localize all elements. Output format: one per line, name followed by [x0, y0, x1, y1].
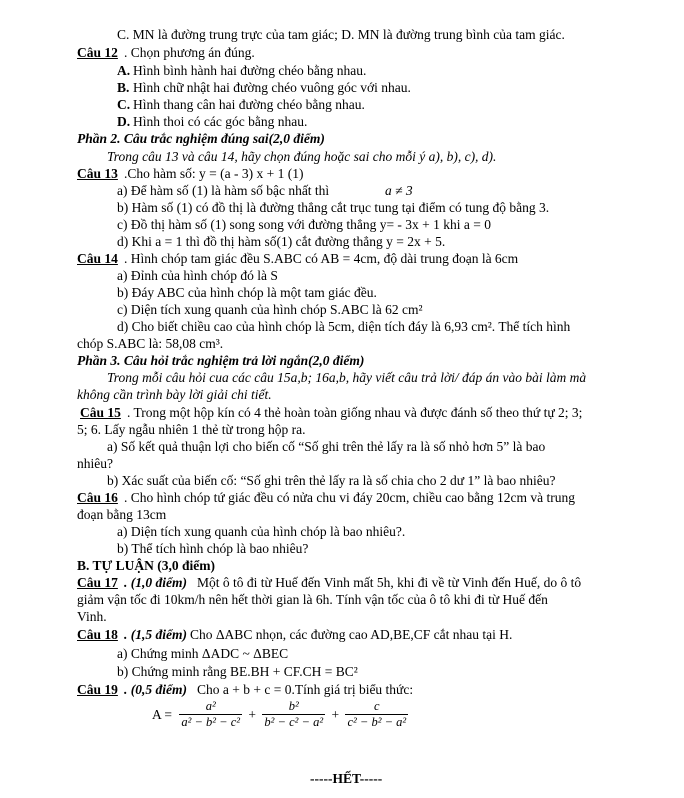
text-line: a ≠ 3 — [385, 183, 413, 198]
text-line: chóp S.ABC là: 58,08 cm³. — [77, 336, 224, 351]
text-line: . (1,5 điểm) — [124, 627, 187, 642]
text-line: b) Thể tích hình chóp là bao nhiêu? — [117, 541, 309, 556]
text-line: Phần 2. Câu trắc nghiệm đúng sai(2,0 điểm) — [77, 131, 325, 146]
text-line: C. MN là đường trung trực của tam giác; D. MN là đường trung bình của tam giác. — [117, 27, 565, 42]
text-line: Một ô tô đi từ Huế đến Vinh mất 5h, khi đi về từ Vinh đến Huế, do ô tô — [197, 575, 582, 590]
text-line: a) Chứng minh ΔADC ~ ΔBEC — [117, 646, 289, 661]
fraction-1-denominator: a² − b² − c² — [181, 715, 241, 729]
fraction-2-numerator: b² — [262, 699, 325, 715]
text-line: . Trong một hộp kín có 4 thẻ hoàn toàn giống nhau và được đánh số theo thứ tự 2; 3; — [127, 405, 583, 420]
text-line: Câu 15 — [80, 405, 121, 420]
text-line: B. TỰ LUẬN (3,0 điểm) — [77, 558, 215, 573]
text-line: a) Diện tích xung quanh của hình chóp là bao nhiêu?. — [117, 524, 406, 539]
text-line: không cần trình bày lời giải chi tiết. — [77, 387, 272, 402]
text-line: D. — [117, 114, 131, 129]
text-line: Phần 3. Câu hỏi trắc nghiệm trả lời ngắn(2,0 điểm) — [77, 353, 365, 368]
text-line: 5; 6. Lấy ngẫu nhiên 1 thẻ từ trong hộp ra. — [77, 422, 306, 437]
text-line: Cho ΔABC nhọn, các đường cao AD,BE,CF cắt nhau tại H. — [190, 627, 513, 642]
text-line: Câu 16 — [77, 490, 118, 505]
text-line: Trong mỗi câu hỏi cua các câu 15a,b; 16a,b, hãy viết câu trả lời/ đáp án vào bài làm mà — [107, 370, 587, 385]
text-line: đoạn bằng 13cm — [77, 507, 167, 522]
fraction-2-denominator: b² − c² − a² — [264, 715, 324, 729]
text-line: Hình thang cân hai đường chéo bằng nhau. — [133, 97, 365, 112]
fraction-1 — [179, 699, 242, 730]
fraction-3-denominator: c² − b² − a² — [347, 715, 407, 729]
fraction-3-numerator: c — [345, 699, 408, 715]
text-line: Câu 14 — [77, 251, 118, 266]
plus-sign: + — [248, 706, 257, 722]
text-line: b) Chứng minh rằng BE.BH + CF.CH = BC² — [117, 664, 358, 679]
text-line: d) Cho biết chiều cao của hình chóp là 5cm, diện tích đáy là 6,93 cm². Thể tích hình — [117, 319, 571, 334]
text-line: Cho a + b + c = 0.Tính giá trị biểu thức: — [197, 682, 414, 697]
text-line: C. — [117, 97, 131, 112]
text-line: .Cho hàm số: y = (a - 3) x + 1 (1) — [124, 166, 304, 181]
text-line: Câu 12 — [77, 45, 118, 60]
text-line: Câu 13 — [77, 166, 118, 181]
text-line: A. — [117, 63, 131, 78]
text-line: nhiêu? — [77, 456, 113, 471]
text-line: c) Đồ thị hàm số (1) song song với đường thẳng y= - 3x + 1 khi a = 0 — [117, 217, 492, 232]
fraction-1-numerator: a² — [179, 699, 242, 715]
text-line: Hình thoi có các góc bằng nhau. — [133, 114, 308, 129]
text-line: b) Đáy ABC của hình chóp là một tam giác đều. — [117, 285, 377, 300]
text-line: b) Hàm số (1) có đồ thị là đường thẳng cắt trục tung tại điểm có tung độ bằng 3. — [117, 200, 550, 215]
text-line: Câu 18 — [77, 627, 118, 642]
text-line: . (0,5 điểm) — [124, 682, 187, 697]
text-line: d) Khi a = 1 thì đồ thị hàm số(1) cắt đường thẳng y = 2x + 5. — [117, 234, 446, 249]
text-line: Hình chữ nhật hai đường chéo vuông góc với nhau. — [133, 80, 411, 95]
text-line: Hình bình hành hai đường chéo bằng nhau. — [133, 63, 367, 78]
fraction-2 — [262, 699, 325, 730]
text-line: c) Diện tích xung quanh của hình chóp S.ABC là 62 cm² — [117, 302, 423, 317]
text-line: . Hình chóp tam giác đều S.ABC có AB = 4cm, độ dài trung đoạn là 6cm — [124, 251, 519, 266]
text-line: b) Xác suất của biến cố: “Số ghi trên thẻ lấy ra là số chia cho 2 dư 1” là bao nhiêu? — [107, 473, 556, 488]
text-line: Câu 19 — [77, 682, 118, 697]
fraction-3 — [345, 699, 408, 730]
text-line: -----HẾT----- — [310, 771, 383, 786]
formula-A — [152, 699, 409, 730]
text-line: . (1,0 điểm) — [124, 575, 187, 590]
text-line: Trong câu 13 và câu 14, hãy chọn đúng hoặc sai cho mỗi ý a), b), c), d). — [107, 149, 497, 164]
text-line: Câu 17 — [77, 575, 118, 590]
text-line: B. — [117, 80, 130, 95]
text-line: a) Số kết quả thuận lợi cho biến cố “Số ghi trên thẻ lấy ra là số nhỏ hơn 5” là bao — [107, 439, 546, 454]
text-line: a) Để hàm số (1) là hàm số bậc nhất thì — [117, 183, 330, 198]
text-line: . Chọn phương án đúng. — [124, 45, 255, 60]
formula-lhs: A = — [152, 706, 172, 722]
text-line: Vinh. — [77, 609, 107, 624]
text-line: giảm vận tốc đi 10km/h nên hết thời gian là 6h. Tính vận tốc của ô tô khi đi từ Huế đến — [77, 592, 548, 607]
text-line: a) Đỉnh của hình chóp đó là S — [117, 268, 278, 283]
text-line: . Cho hình chóp tứ giác đều có nửa chu vi đáy 20cm, chiều cao bằng 12cm và trung — [124, 490, 576, 505]
plus-sign: + — [331, 706, 340, 722]
